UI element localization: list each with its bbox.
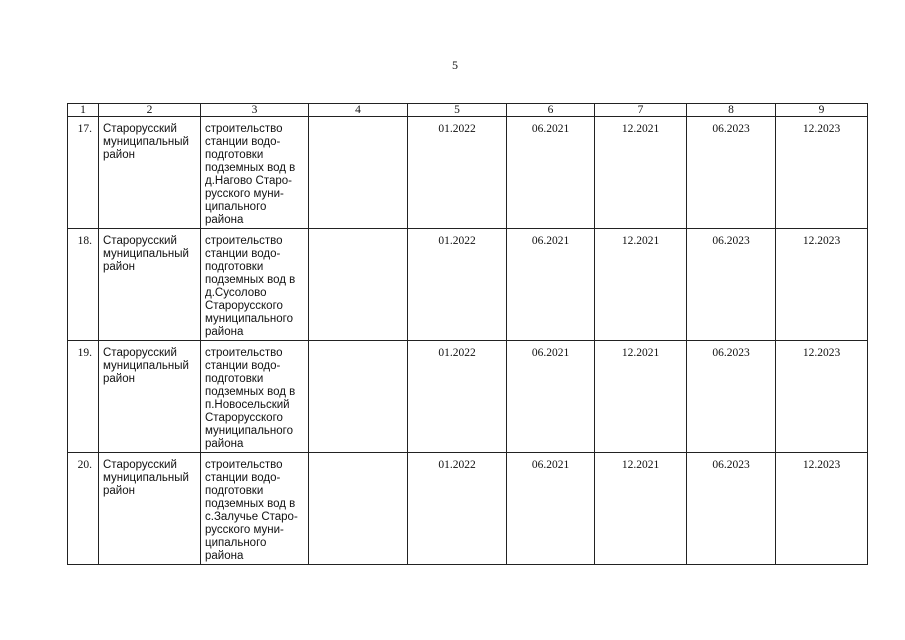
object-line: станции водо- bbox=[205, 136, 281, 148]
district-cell bbox=[99, 229, 201, 341]
district-line: Старорусский bbox=[103, 123, 177, 135]
date-cell: 12.2023 bbox=[776, 453, 868, 565]
date-cell: 06.2023 bbox=[687, 229, 776, 341]
object-line: п.Новосельский bbox=[205, 399, 290, 411]
district-line: муниципальный bbox=[103, 248, 189, 260]
object-line: подземных вод в bbox=[205, 498, 296, 510]
object-line: Старорусского bbox=[205, 412, 283, 424]
district-line: Старорусский bbox=[103, 235, 177, 247]
date-cell: 01.2022 bbox=[408, 453, 507, 565]
date-cell: 06.2021 bbox=[507, 341, 595, 453]
column-header-6: 6 bbox=[507, 104, 595, 117]
object-line: д.Сусолово bbox=[205, 287, 267, 299]
district-line: район bbox=[103, 485, 135, 497]
object-line: муниципального bbox=[205, 313, 293, 325]
date-cell: 06.2021 bbox=[507, 117, 595, 229]
object-line: станции водо- bbox=[205, 472, 281, 484]
col4-cell bbox=[309, 117, 408, 229]
object-line: района bbox=[205, 326, 244, 338]
col4-cell bbox=[309, 229, 408, 341]
col4-cell bbox=[309, 341, 408, 453]
column-header-8: 8 bbox=[687, 104, 776, 117]
row-number: 19. bbox=[68, 341, 99, 453]
district-line: Старорусский bbox=[103, 347, 177, 359]
object-line: строительство bbox=[205, 347, 283, 359]
district-cell bbox=[99, 117, 201, 229]
table-row bbox=[68, 117, 868, 229]
object-line: района bbox=[205, 214, 244, 226]
object-line: подземных вод в bbox=[205, 274, 296, 286]
object-line: станции водо- bbox=[205, 248, 281, 260]
date-cell: 12.2021 bbox=[595, 341, 687, 453]
district-line: район bbox=[103, 149, 135, 161]
object-line: подготовки bbox=[205, 261, 264, 273]
table-row bbox=[68, 341, 868, 453]
date-cell: 06.2023 bbox=[687, 341, 776, 453]
column-header-7: 7 bbox=[595, 104, 687, 117]
object-line: русского муни- bbox=[205, 188, 284, 200]
object-line: д.Нагово Старо- bbox=[205, 175, 292, 187]
object-line: Старорусского bbox=[205, 300, 283, 312]
object-line: ципального bbox=[205, 201, 267, 213]
object-cell bbox=[201, 117, 309, 229]
object-line: русского муни- bbox=[205, 524, 284, 536]
object-line: муниципального bbox=[205, 425, 293, 437]
date-cell: 06.2021 bbox=[507, 453, 595, 565]
col4-cell bbox=[309, 453, 408, 565]
column-header-3: 3 bbox=[201, 104, 309, 117]
object-line: подземных вод в bbox=[205, 386, 296, 398]
column-header-1: 1 bbox=[68, 104, 99, 117]
district-line: муниципальный bbox=[103, 360, 189, 372]
date-cell: 12.2021 bbox=[595, 453, 687, 565]
column-header-4: 4 bbox=[309, 104, 408, 117]
date-cell: 12.2023 bbox=[776, 229, 868, 341]
object-cell bbox=[201, 453, 309, 565]
object-cell bbox=[201, 229, 309, 341]
district-line: Старорусский bbox=[103, 459, 177, 471]
object-line: подготовки bbox=[205, 485, 264, 497]
object-line: ципального bbox=[205, 537, 267, 549]
object-line: района bbox=[205, 550, 244, 562]
table-row bbox=[68, 229, 868, 341]
date-cell: 12.2023 bbox=[776, 117, 868, 229]
column-header-5: 5 bbox=[408, 104, 507, 117]
table-row bbox=[68, 453, 868, 565]
header-row bbox=[68, 104, 868, 117]
date-cell: 12.2021 bbox=[595, 229, 687, 341]
date-cell: 06.2021 bbox=[507, 229, 595, 341]
date-cell: 12.2023 bbox=[776, 341, 868, 453]
object-line: подготовки bbox=[205, 373, 264, 385]
object-line: строительство bbox=[205, 459, 283, 471]
district-line: муниципальный bbox=[103, 472, 189, 484]
object-cell bbox=[201, 341, 309, 453]
object-line: строительство bbox=[205, 123, 283, 135]
row-number: 20. bbox=[68, 453, 99, 565]
object-line: станции водо- bbox=[205, 360, 281, 372]
date-cell: 06.2023 bbox=[687, 117, 776, 229]
column-header-2: 2 bbox=[99, 104, 201, 117]
date-cell: 06.2023 bbox=[687, 453, 776, 565]
district-cell bbox=[99, 341, 201, 453]
object-line: строительство bbox=[205, 235, 283, 247]
district-line: район bbox=[103, 373, 135, 385]
date-cell: 01.2022 bbox=[408, 117, 507, 229]
district-cell bbox=[99, 453, 201, 565]
column-header-9: 9 bbox=[776, 104, 868, 117]
date-cell: 01.2022 bbox=[408, 229, 507, 341]
date-cell: 12.2021 bbox=[595, 117, 687, 229]
district-line: район bbox=[103, 261, 135, 273]
district-line: муниципальный bbox=[103, 136, 189, 148]
object-line: подготовки bbox=[205, 149, 264, 161]
object-line: района bbox=[205, 438, 244, 450]
row-number: 17. bbox=[68, 117, 99, 229]
schedule-table bbox=[67, 103, 868, 565]
date-cell: 01.2022 bbox=[408, 341, 507, 453]
object-line: с.Залучье Старо- bbox=[205, 511, 298, 523]
object-line: подземных вод в bbox=[205, 162, 296, 174]
page-number: 5 bbox=[452, 58, 458, 72]
row-number: 18. bbox=[68, 229, 99, 341]
